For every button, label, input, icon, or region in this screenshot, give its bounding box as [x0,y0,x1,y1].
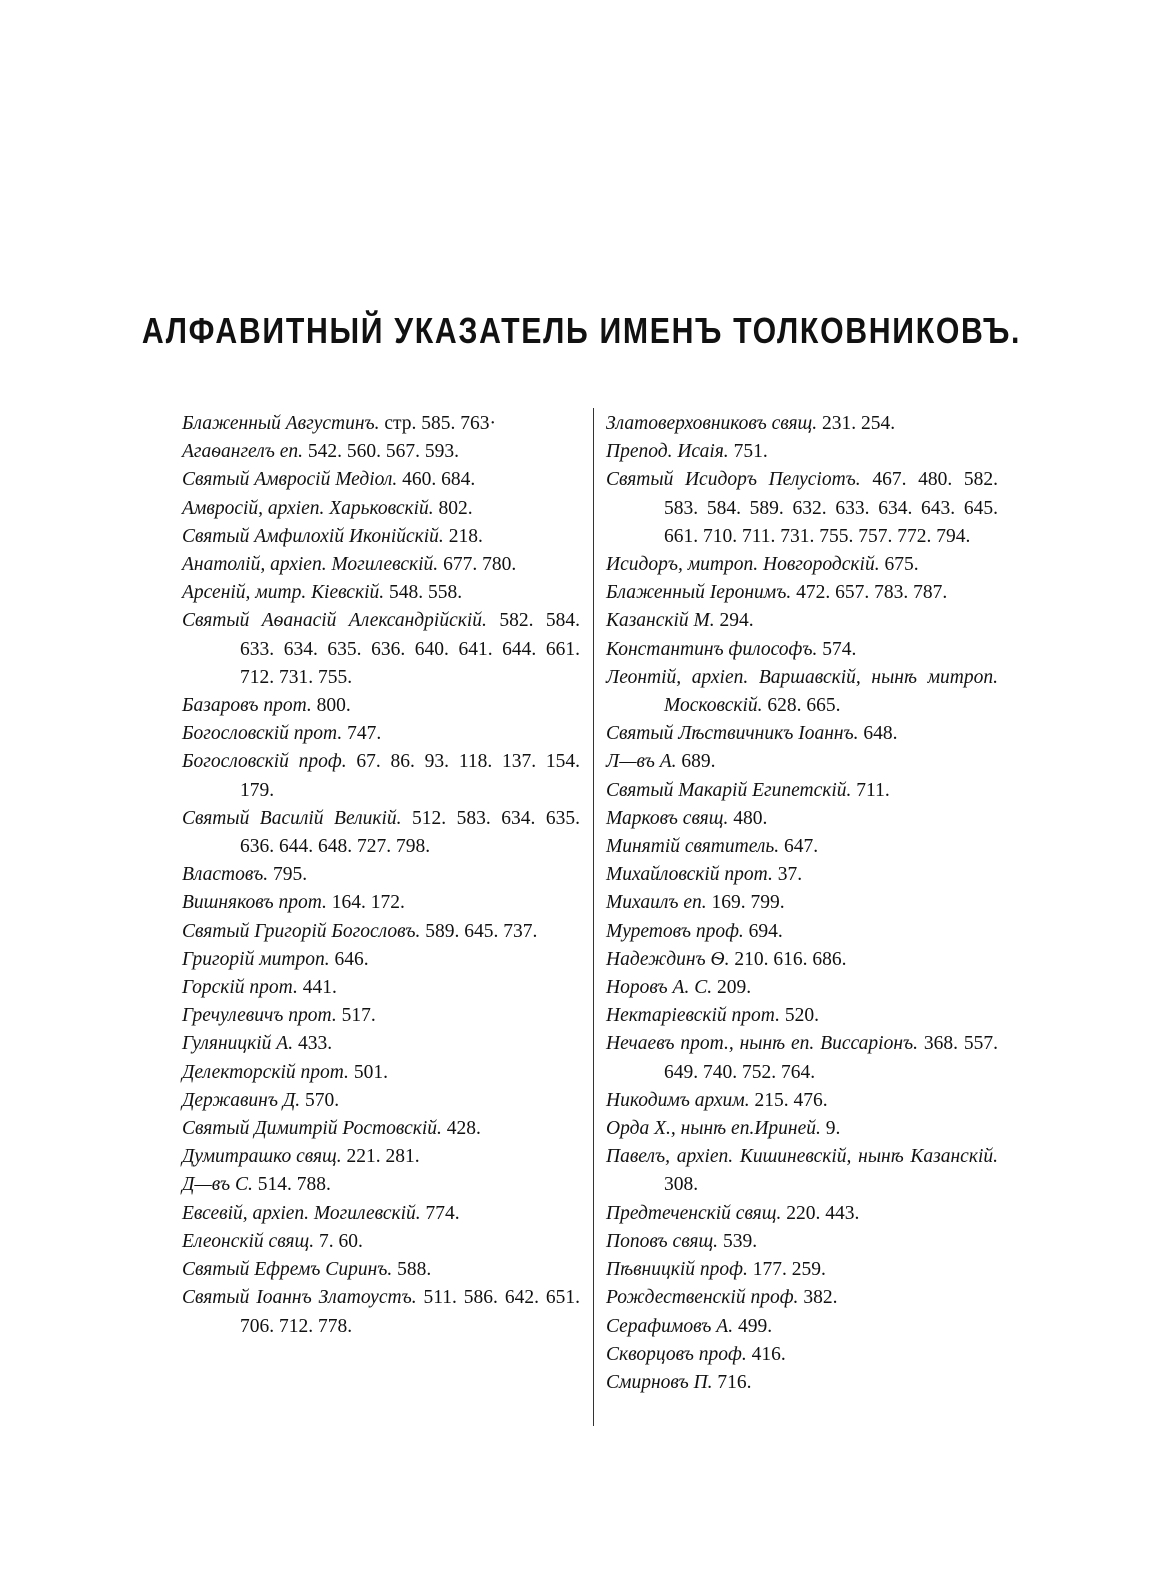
column-divider [593,408,594,1426]
entry-page-refs: 480. [733,807,768,829]
index-entry [182,466,580,494]
entry-name: Елеонскій свящ. [182,1230,315,1252]
index-entry [606,1200,998,1228]
entry-page-refs: 220. 443. [786,1202,860,1224]
entry-name: Державинъ Д. [182,1089,301,1111]
entry-name: Орда X., нынѣ еп.Ириней. [606,1118,821,1140]
entry-page-refs: 37. [777,864,803,886]
entry-page-refs: 215. 476. [754,1089,828,1111]
index-entry [606,833,998,861]
entry-page-refs: 428. [446,1118,481,1140]
entry-name: Святый Іоаннъ Златоустъ. [182,1287,417,1309]
entry-page-refs: 512. 583. 634. 635. 636. 644. 648. 727. 798. [240,807,581,858]
entry-name: Богословскій проф. [182,751,347,773]
entry-page-refs: 433. [297,1033,333,1055]
index-title: АЛФАВИТНЫЙ УКАЗАТЕЛЬ ИМЕНЪ ТОЛКОВНИКОВЪ. [141,310,1022,351]
index-entry [606,889,998,917]
entry-page-refs: 514. 788. [257,1174,331,1196]
entry-name: Скворцовъ проф. [606,1343,747,1365]
entry-page-refs: 472. 657. 783. 787. [796,582,948,604]
entry-name: Павелъ, архіеп. Кишиневскій, нынѣ Казанскій. [606,1146,998,1168]
entry-page-refs: 646. [334,948,369,970]
entry-page-refs: 751. [733,441,768,463]
entry-name: Анатолій, архіеп. Могилевскій. [182,554,439,576]
entry-page-refs: 501. [353,1061,388,1083]
entry-page-refs: 164. 172. [331,892,405,914]
entry-page-refs: 460. 684. [402,469,476,491]
entry-page-refs: 582. 584. 633. 634. 635. 636. 640. 641. 644. 661. 712. 731. 755. [240,610,581,688]
index-entry [182,918,580,946]
index-entry [182,946,580,974]
entry-page-refs: 382. [803,1287,838,1309]
entry-page-refs: 677. 780. [443,554,517,576]
index-entry [606,974,998,1002]
index-entry [182,523,580,551]
entry-page-refs: 747. [347,723,382,745]
entry-name: Думитрашко свящ. [182,1146,342,1168]
index-entry [606,1228,998,1256]
index-entry [606,664,998,720]
entry-name: Надеждинъ Ѳ. [606,948,730,970]
entry-name: Леонтій, архіеп. Варшавскій, нынѣ митроп. Московскій. [606,666,998,717]
index-entry [182,1284,580,1340]
entry-name: Норовъ А. С. [606,977,713,999]
index-entry [606,748,998,776]
entry-name: Л—въ А. [606,751,677,773]
entry-page-refs: 209. [716,977,752,999]
index-entry [182,1087,580,1115]
entry-name: Серафимовъ А. [606,1315,734,1337]
index-entry [182,438,580,466]
entry-name: Нечаевъ прот., нынѣ еп. Виссаріонъ. [606,1033,918,1055]
index-entry [606,1284,998,1312]
index-entry [606,438,998,466]
entry-page-refs: 647. [784,836,819,858]
index-entry [182,889,580,917]
index-entry [606,720,998,748]
index-entry [182,805,580,861]
index-entry [606,805,998,833]
entry-name: Григорій митроп. [182,948,330,970]
entry-name: Властовъ. [182,864,269,886]
entry-name: Д—въ С. [182,1174,253,1196]
entry-page-refs: 218. [448,525,483,547]
index-entry [606,410,998,438]
index-entry [606,636,998,664]
entry-name: Святый Григорій Богословъ. [182,920,421,942]
entry-page-refs: 368. 557. 649. 740. 752. 764. [664,1033,999,1083]
entry-page-refs: 628. 665. [767,695,841,717]
entry-page-refs: 800. [316,695,351,717]
index-entry [182,551,580,579]
entry-page-refs: 499. [737,1315,773,1337]
index-entry [182,607,580,692]
entry-name: Святый Аѳанасій Александрійскій. [182,610,487,632]
entry-page-refs: 694. [748,920,783,942]
index-entry [606,777,998,805]
entry-page-refs: 795. [272,864,308,886]
entry-page-refs: 67. 86. 93. 118. 137. 154. 179. [240,751,580,801]
entry-page-refs: 689. [681,751,716,773]
entry-name: Константинъ философъ. [606,638,818,660]
entry-name: Амвросій, архіеп. Харьковскій. [182,497,434,519]
index-entry [182,861,580,889]
entry-page-refs: 802. [438,497,473,519]
entry-page-refs: 210. 616. 686. [734,948,847,970]
entry-page-refs: 9. [825,1118,841,1140]
index-entry [182,1030,580,1058]
index-entry [606,1313,998,1341]
index-entry [606,1030,998,1086]
index-entry [182,1143,580,1171]
entry-name: Святый Василій Великій. [182,807,402,829]
entry-name: Препод. Исаія. [606,441,729,463]
entry-name: Смирновъ П. [606,1371,713,1393]
entry-page-refs: 308. [664,1174,699,1196]
entry-name: Делекторскій прот. [182,1061,349,1083]
index-left-column [182,410,580,1341]
entry-name: Агаѳангелъ еп. [182,441,303,463]
index-entry [182,1002,580,1030]
entry-name: Предтеченскій свящ. [606,1202,782,1224]
entry-page-refs: 294. [719,610,754,632]
entry-page-refs: 774. [425,1202,460,1224]
index-entry [606,1341,998,1369]
entry-page-refs: 716. [717,1371,752,1393]
index-entry [182,974,580,1002]
index-entry [182,495,580,523]
entry-name: Блаженный Августинъ. [182,413,380,434]
entry-page-refs: 539. [722,1230,758,1252]
entry-name: Марковъ свящ. [606,807,729,829]
entry-name: Гречулевичъ прот. [182,1005,337,1027]
entry-page-refs: 441. [302,977,337,999]
index-entry [606,1143,998,1199]
entry-page-refs: 711. [856,779,890,801]
index-entry [182,1115,580,1143]
entry-name: Арсеній, митр. Кіевскій. [182,582,385,604]
entry-name: Нектаріевскій прот. [606,1005,780,1027]
index-entry [182,1200,580,1228]
index-entry [182,579,580,607]
index-entry [606,1002,998,1030]
entry-name: Казанскій М. [606,610,715,632]
index-right-column [606,410,998,1397]
index-entry [606,918,998,946]
entry-page-refs: 570. [305,1089,340,1111]
entry-name: Вишняковъ прот. [182,892,327,914]
entry-name: Евсевій, архіеп. Могилевскій. [182,1202,421,1224]
entry-name: Рождественскій проф. [606,1287,799,1309]
entry-page-refs: 221. 281. [346,1146,420,1168]
entry-page-refs: 517. [341,1005,376,1027]
entry-name: Горскій прот. [182,977,298,999]
entry-name: Муретовъ проф. [606,920,744,942]
entry-name: Пѣвницкій проф. [606,1259,748,1281]
entry-name: Поповъ свящ. [606,1230,719,1252]
entry-page-refs: 416. [751,1343,786,1365]
entry-page-refs: 467. 480. 582. 583. 584. 589. 632. 633. 634. 643. 645. 661. 710. 711. 731. 755. 757. 772. 794. [664,469,998,547]
index-entry [606,551,998,579]
entry-page-refs: 588. [397,1259,432,1281]
index-entry [182,1256,580,1284]
entry-name: Святый Макарій Египетскій. [606,779,852,801]
entry-name: Никодимъ архим. [606,1089,750,1111]
entry-name: Михаилъ еп. [606,892,707,914]
index-entry [606,466,998,551]
index-entry [182,1171,580,1199]
index-entry [606,946,998,974]
entry-page-refs: стр. 585. 763· [384,413,497,434]
entry-name: Гуляницкій А. [182,1033,294,1055]
entry-page-refs: 169. 799. [711,892,785,914]
entry-name: Златоверховниковъ свящ. [606,413,818,434]
entry-name: Святый Амфилохій Иконійскій. [182,525,444,547]
index-entry [182,1228,580,1256]
entry-page-refs: 648. [863,723,898,745]
entry-name: Блаженный Іеронимъ. [606,582,792,604]
index-entry [182,720,580,748]
entry-page-refs: 231. 254. [822,413,896,434]
entry-name: Святый Лѣствичникъ Іоаннъ. [606,723,859,745]
index-entry [606,861,998,889]
entry-name: Базаровъ прот. [182,695,312,717]
entry-page-refs: 520. [784,1005,819,1027]
entry-page-refs: 511. 586. 642. 651. 706. 712. 778. [240,1287,581,1337]
index-entry [606,1256,998,1284]
index-entry [606,1115,998,1143]
entry-name: Святый Амвросій Медіол. [182,469,398,491]
index-entry [606,1087,998,1115]
entry-name: Богословскій прот. [182,723,343,745]
entry-name: Святый Ефремъ Сиринъ. [182,1259,393,1281]
entry-name: Михайловскій прот. [606,864,773,886]
index-entry [182,692,580,720]
entry-name: Минятій святитель. [606,836,780,858]
entry-page-refs: 589. 645. 737. [425,920,538,942]
index-entry [606,1369,998,1397]
entry-page-refs: 7. 60. [318,1230,363,1252]
index-entry [606,579,998,607]
entry-page-refs: 177. 259. [752,1259,826,1281]
entry-name: Святый Димитрій Ростовскій. [182,1118,442,1140]
entry-name: Исидоръ, митроп. Новгородскій. [606,554,880,576]
entry-page-refs: 675. [884,554,919,576]
entry-name: Святый Исидоръ Пелусіотъ. [606,469,861,491]
entry-page-refs: 574. [822,638,857,660]
index-entry [606,607,998,635]
index-entry [182,748,580,804]
entry-page-refs: 542. 560. 567. 593. [307,441,459,463]
entry-page-refs: 548. 558. [389,582,463,604]
index-entry [182,1059,580,1087]
index-entry [182,410,580,438]
